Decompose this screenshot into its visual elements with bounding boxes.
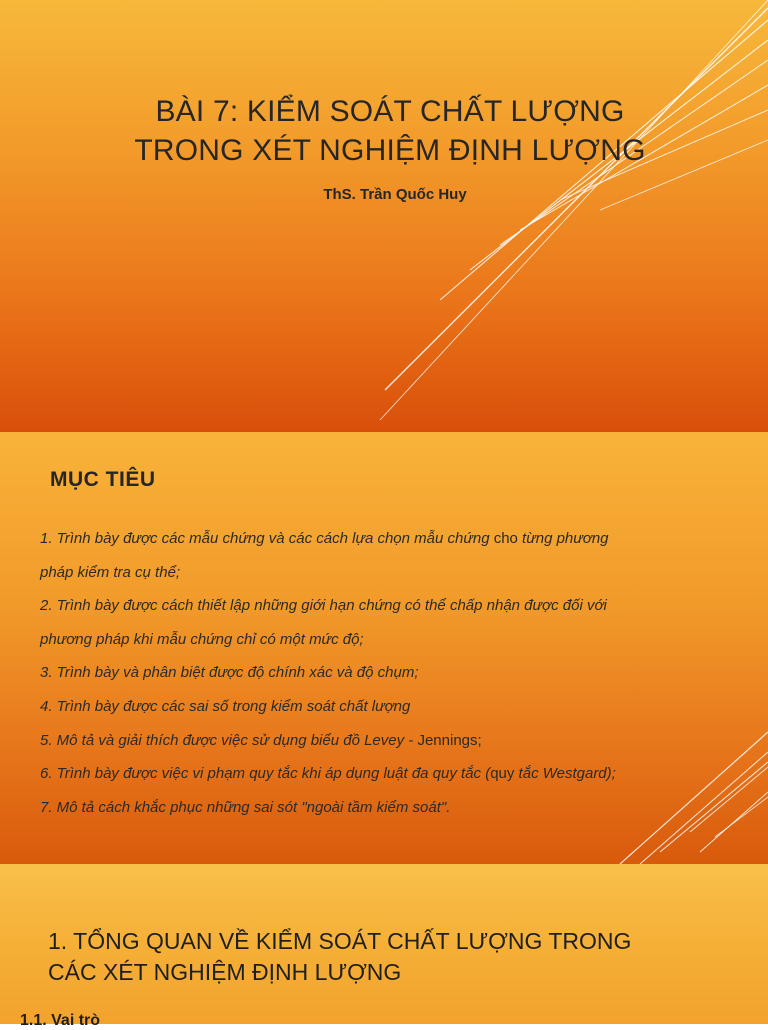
title-line-2: TRONG XÉT NGHIỆM ĐỊNH LƯỢNG <box>134 134 646 167</box>
decorative-lines <box>0 0 768 432</box>
objective-item: phương pháp khi mẫu chứng chỉ có một mức độ; <box>40 630 364 648</box>
title-slide <box>0 0 768 432</box>
slide-title <box>60 92 720 170</box>
objectives-list <box>40 522 740 824</box>
objective-item: 7. Mô tả cách khắc phục những sai sót "ngoài tầm kiểm soát". <box>40 798 451 816</box>
section-heading-line-1: 1. TỔNG QUAN VỀ KIỂM SOÁT CHẤT LƯỢNG TRONG <box>48 928 632 954</box>
objective-item: pháp kiểm tra cụ thể; <box>40 563 181 581</box>
objective-item: 6. Trình bày được việc vi phạm quy tắc khi áp dụng luật đa quy tắc (quy tắc Westgard); <box>40 765 616 783</box>
objective-item: 3. Trình bày và phân biệt được độ chính xác và độ chụm; <box>40 664 419 682</box>
title-line-1: BÀI 7: KIỂM SOÁT CHẤT LƯỢNG <box>155 95 625 128</box>
objective-item: 4. Trình bày được các sai số trong kiểm soát chất lượng <box>40 697 411 715</box>
objective-item: 2. Trình bày được cách thiết lập những giới hạn chứng có thể chấp nhận được đối với <box>40 597 607 615</box>
section-heading <box>48 926 748 988</box>
objective-item: 1. Trình bày được các mẫu chứng và các cách lựa chọn mẫu chứng cho từng phương <box>40 530 609 547</box>
author-name: ThS. Trần Quốc Huy <box>323 186 467 203</box>
objectives-heading: MỤC TIÊU <box>50 468 156 491</box>
section-heading-line-2: CÁC XÉT NGHIỆM ĐỊNH LƯỢNG <box>48 959 402 985</box>
subsection-title: 1.1. Vai trò <box>20 1012 101 1029</box>
objective-item: 5. Mô tả và giải thích được việc sử dụng biểu đồ Levey - Jennings; <box>40 731 482 749</box>
